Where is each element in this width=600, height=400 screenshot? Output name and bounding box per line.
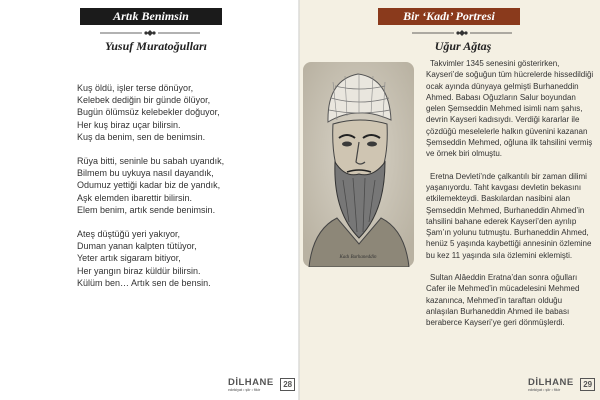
article-paragraph: Eretna Devleti’nde çalkantılı bir zaman dilimi yaşanıyordu. Taht kavgası devletin bekasını etkilemekteydi. Baskılardan nasibini alan Şemseddin Mehmed, Burhaneddin Ahmed’in tahsilini bahane ederek Kayseri’den ayrılıp Şam’ın yolunu tutmuştu. Burhaneddin Ahmed, henüz 5 yaşında kaybettiği annesinin özlemine bu kez 11 yaşında sıla özlemini eklemişti. bbox=[426, 171, 592, 260]
logo-wordmark: DİLHANE bbox=[228, 377, 274, 388]
poem-body bbox=[77, 82, 292, 301]
poem-line: Kelebek dediğin bir günde ölüyor, bbox=[77, 95, 211, 106]
article-body bbox=[426, 58, 596, 340]
stanza-2 bbox=[77, 155, 292, 216]
article-section-banner: Bir ‘Kadı’ Portresi bbox=[378, 8, 520, 25]
poem-line: Rüya bitti, seninle bu sabah uyandık, bbox=[77, 156, 225, 167]
divider-ornament bbox=[300, 29, 600, 37]
article-paragraph: Takvimler 1345 senesini gösterirken, Kayseri’de soğuğun tüm hücrelerde hissedildiği ocak ayında dünyaya gelmişti Burhaneddin Ahmed. Babası Oğuzların Salur boyundan gelen Şemseddin Mehmed isimli nam şahıs, devrin Kayseri kadısıydı. Verdiği kararlar ile çözdüğü meselelerle halkın güvenini kazanan Şemseddin Mehmed, oğluna ilk tahsilini vermiş ve örnek biri olmuştu. bbox=[426, 59, 594, 159]
poem-line: Külüm ben… Artık sen de bensin. bbox=[77, 277, 211, 288]
poem-line: Her kuş biraz uçar bilirsin. bbox=[77, 119, 181, 130]
logo-wordmark: DİLHANE bbox=[528, 377, 574, 388]
article-paragraph: Sultan Alâeddin Eratna’dan sonra oğulları Cafer ile Mehmed’in mücadelesini Mehmed kazanınca, Mehmed’in taraftarı olduğu anlaşılan Burhaneddin Ahmed ile babası beraberce Kayseri’ye geri dönmüşlerdi. bbox=[426, 273, 580, 328]
page-number: 29 bbox=[580, 378, 595, 391]
poem-line: Aşk elemden ibarettir bilirsin. bbox=[77, 192, 193, 203]
kadi-burhaneddin-portrait bbox=[303, 62, 414, 267]
stanza-3 bbox=[77, 228, 292, 289]
right-page bbox=[300, 0, 600, 400]
poem-line: Kuş öldü, işler terse dönüyor, bbox=[77, 83, 194, 93]
poem-line: Duman yanan kalpten tütüyor, bbox=[77, 241, 197, 252]
page-number: 28 bbox=[280, 378, 295, 391]
logo-tagline: edebiyat • şiir • fikir bbox=[228, 388, 261, 392]
divider-ornament bbox=[0, 29, 300, 37]
poem-line: Kuş da benim, sen de benimsin. bbox=[77, 131, 206, 142]
poem-line: Ateş düştüğü yeri yakıyor, bbox=[77, 229, 181, 240]
poem-line: Odumuz yettiği kadar biz de yandık, bbox=[77, 180, 221, 191]
poem-line: Her yangın biraz küldür bilirsin. bbox=[77, 265, 201, 276]
dilhane-logo bbox=[228, 378, 295, 394]
poem-line: Yeter artık sigaram bitiyor, bbox=[77, 253, 181, 264]
poem-line: Bilmem bu uykuya nasıl dayandık, bbox=[77, 168, 214, 179]
stanza-1 bbox=[77, 82, 292, 143]
poem-author: Yusuf Muratoğulları bbox=[105, 39, 207, 53]
poem-line: Elem benim, artık sende benimsin. bbox=[77, 204, 216, 215]
poem-line: Bugün ölümsüz kelebekler doğuyor, bbox=[77, 107, 220, 118]
poem-section-banner: Artık Benimsin bbox=[80, 8, 222, 25]
dilhane-logo bbox=[528, 378, 595, 394]
article-author: Uğur Ağtaş bbox=[434, 39, 492, 53]
logo-tagline: edebiyat • şiir • fikir bbox=[528, 388, 561, 392]
portrait-caption: Kadı Burhaneddin bbox=[339, 255, 377, 260]
